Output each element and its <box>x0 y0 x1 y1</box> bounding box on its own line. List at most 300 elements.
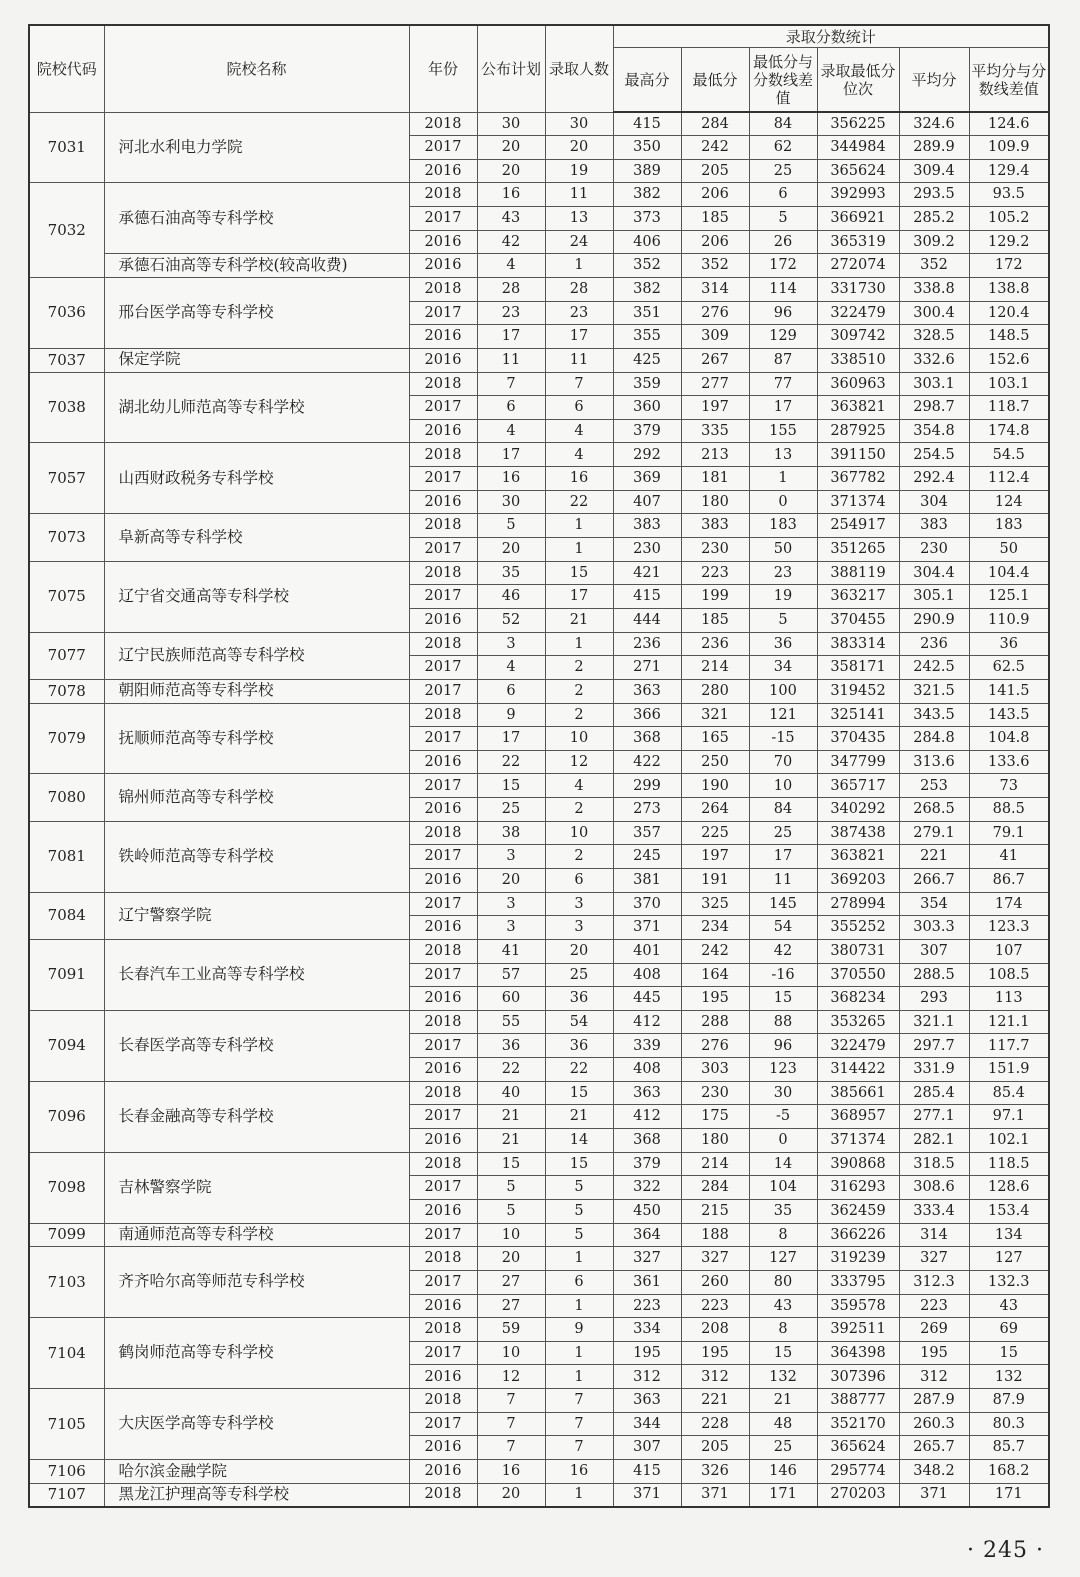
cell-avg-diff: 43 <box>969 1294 1049 1318</box>
cell-min-rank: 353265 <box>817 1010 899 1034</box>
cell-admitted: 1 <box>545 1483 613 1507</box>
cell-max-score: 359 <box>613 372 681 396</box>
table-row <box>29 774 1049 798</box>
cell-avg-score: 236 <box>899 632 969 656</box>
cell-plan: 57 <box>477 963 545 987</box>
cell-year: 2017 <box>409 679 477 703</box>
cell-plan: 4 <box>477 419 545 443</box>
cell-min-score: 228 <box>681 1412 749 1436</box>
cell-year: 2018 <box>409 1010 477 1034</box>
cell-admitted: 2 <box>545 656 613 680</box>
cell-avg-score: 293 <box>899 987 969 1011</box>
school-code: 7057 <box>29 443 104 514</box>
cell-min-diff: 17 <box>749 845 817 869</box>
cell-min-diff: 96 <box>749 1034 817 1058</box>
cell-min-diff: 62 <box>749 136 817 160</box>
cell-avg-diff: 174.8 <box>969 419 1049 443</box>
header-name: 院校名称 <box>104 25 409 112</box>
cell-avg-diff: 143.5 <box>969 703 1049 727</box>
cell-year: 2017 <box>409 538 477 562</box>
cell-min-score: 195 <box>681 987 749 1011</box>
cell-min-rank: 371374 <box>817 490 899 514</box>
cell-avg-score: 260.3 <box>899 1412 969 1436</box>
cell-min-rank: 319452 <box>817 679 899 703</box>
cell-max-score: 379 <box>613 1152 681 1176</box>
cell-year: 2017 <box>409 585 477 609</box>
cell-min-rank: 359578 <box>817 1294 899 1318</box>
school-code: 7038 <box>29 372 104 443</box>
cell-min-diff: 114 <box>749 277 817 301</box>
cell-min-diff: 8 <box>749 1223 817 1247</box>
cell-avg-score: 309.4 <box>899 159 969 183</box>
cell-max-score: 382 <box>613 277 681 301</box>
cell-min-rank: 309742 <box>817 325 899 349</box>
cell-max-score: 450 <box>613 1199 681 1223</box>
cell-avg-diff: 133.6 <box>969 750 1049 774</box>
cell-min-rank: 366921 <box>817 207 899 231</box>
school-name: 大庆医学高等专科学校 <box>104 1389 409 1460</box>
cell-admitted: 25 <box>545 963 613 987</box>
cell-avg-diff: 69 <box>969 1318 1049 1342</box>
cell-avg-score: 321.5 <box>899 679 969 703</box>
table-row <box>29 514 1049 538</box>
cell-min-score: 242 <box>681 136 749 160</box>
cell-min-diff: 183 <box>749 514 817 538</box>
cell-max-score: 357 <box>613 821 681 845</box>
cell-min-diff: 23 <box>749 561 817 585</box>
cell-year: 2016 <box>409 325 477 349</box>
cell-max-score: 368 <box>613 727 681 751</box>
cell-plan: 4 <box>477 254 545 278</box>
school-code: 7073 <box>29 514 104 561</box>
cell-year: 2018 <box>409 112 477 136</box>
cell-avg-score: 354.8 <box>899 419 969 443</box>
cell-min-rank: 370550 <box>817 963 899 987</box>
cell-min-score: 223 <box>681 561 749 585</box>
cell-avg-diff: 103.1 <box>969 372 1049 396</box>
header-max-score: 最高分 <box>613 48 681 113</box>
cell-min-diff: 172 <box>749 254 817 278</box>
cell-min-score: 165 <box>681 727 749 751</box>
cell-avg-score: 288.5 <box>899 963 969 987</box>
cell-avg-diff: 36 <box>969 632 1049 656</box>
cell-avg-diff: 123.3 <box>969 916 1049 940</box>
school-code: 7096 <box>29 1081 104 1152</box>
table-row <box>29 372 1049 396</box>
cell-plan: 3 <box>477 916 545 940</box>
cell-plan: 20 <box>477 136 545 160</box>
cell-avg-diff: 127 <box>969 1247 1049 1271</box>
table-row <box>29 632 1049 656</box>
cell-max-score: 245 <box>613 845 681 869</box>
table-body <box>29 112 1049 1507</box>
table-row <box>29 1247 1049 1271</box>
cell-max-score: 444 <box>613 608 681 632</box>
cell-plan: 20 <box>477 159 545 183</box>
cell-min-diff: 42 <box>749 939 817 963</box>
school-name: 山西财政税务专科学校 <box>104 443 409 514</box>
cell-min-score: 175 <box>681 1105 749 1129</box>
cell-max-score: 322 <box>613 1176 681 1200</box>
school-code: 7075 <box>29 561 104 632</box>
cell-avg-score: 298.7 <box>899 396 969 420</box>
cell-max-score: 230 <box>613 538 681 562</box>
cell-year: 2017 <box>409 892 477 916</box>
cell-admitted: 15 <box>545 1081 613 1105</box>
cell-min-diff: 8 <box>749 1318 817 1342</box>
cell-plan: 22 <box>477 1058 545 1082</box>
cell-admitted: 2 <box>545 845 613 869</box>
cell-max-score: 407 <box>613 490 681 514</box>
cell-min-rank: 322479 <box>817 301 899 325</box>
cell-plan: 7 <box>477 1389 545 1413</box>
cell-min-rank: 390868 <box>817 1152 899 1176</box>
table-row <box>29 1081 1049 1105</box>
cell-year: 2018 <box>409 1389 477 1413</box>
cell-min-score: 234 <box>681 916 749 940</box>
school-name: 铁岭师范高等专科学校 <box>104 821 409 892</box>
cell-plan: 10 <box>477 1223 545 1247</box>
cell-max-score: 408 <box>613 963 681 987</box>
cell-year: 2017 <box>409 1270 477 1294</box>
cell-min-rank: 270203 <box>817 1483 899 1507</box>
cell-max-score: 422 <box>613 750 681 774</box>
cell-plan: 9 <box>477 703 545 727</box>
cell-min-diff: 1 <box>749 467 817 491</box>
cell-min-rank: 272074 <box>817 254 899 278</box>
cell-year: 2018 <box>409 821 477 845</box>
cell-year: 2017 <box>409 136 477 160</box>
table-row <box>29 703 1049 727</box>
cell-avg-score: 289.9 <box>899 136 969 160</box>
school-name: 长春金融高等专科学校 <box>104 1081 409 1152</box>
cell-year: 2017 <box>409 1034 477 1058</box>
cell-min-diff: 121 <box>749 703 817 727</box>
table-row <box>29 112 1049 136</box>
cell-year: 2017 <box>409 1176 477 1200</box>
cell-admitted: 11 <box>545 348 613 372</box>
cell-max-score: 307 <box>613 1436 681 1460</box>
cell-min-diff: 5 <box>749 207 817 231</box>
cell-plan: 28 <box>477 277 545 301</box>
cell-avg-score: 327 <box>899 1247 969 1271</box>
cell-plan: 7 <box>477 372 545 396</box>
cell-year: 2017 <box>409 396 477 420</box>
cell-min-rank: 340292 <box>817 798 899 822</box>
school-code: 7077 <box>29 632 104 679</box>
school-name: 抚顺师范高等专科学校 <box>104 703 409 774</box>
cell-year: 2018 <box>409 561 477 585</box>
cell-min-diff: 34 <box>749 656 817 680</box>
cell-avg-score: 333.4 <box>899 1199 969 1223</box>
cell-plan: 42 <box>477 230 545 254</box>
cell-max-score: 371 <box>613 916 681 940</box>
cell-min-diff: 54 <box>749 916 817 940</box>
cell-avg-diff: 129.2 <box>969 230 1049 254</box>
cell-plan: 17 <box>477 727 545 751</box>
cell-avg-score: 383 <box>899 514 969 538</box>
cell-min-score: 223 <box>681 1294 749 1318</box>
cell-plan: 46 <box>477 585 545 609</box>
cell-admitted: 12 <box>545 750 613 774</box>
cell-admitted: 6 <box>545 396 613 420</box>
cell-min-diff: 17 <box>749 396 817 420</box>
cell-avg-score: 314 <box>899 1223 969 1247</box>
cell-year: 2018 <box>409 703 477 727</box>
cell-year: 2016 <box>409 1199 477 1223</box>
cell-avg-diff: 121.1 <box>969 1010 1049 1034</box>
page-number: · 245 · <box>967 1538 1044 1563</box>
cell-min-rank: 362459 <box>817 1199 899 1223</box>
cell-year: 2018 <box>409 443 477 467</box>
cell-admitted: 10 <box>545 727 613 751</box>
cell-min-rank: 368957 <box>817 1105 899 1129</box>
cell-min-rank: 388777 <box>817 1389 899 1413</box>
cell-avg-diff: 15 <box>969 1341 1049 1365</box>
cell-min-diff: 6 <box>749 183 817 207</box>
cell-admitted: 20 <box>545 939 613 963</box>
cell-min-rank: 385661 <box>817 1081 899 1105</box>
cell-admitted: 1 <box>545 1247 613 1271</box>
cell-max-score: 273 <box>613 798 681 822</box>
cell-max-score: 364 <box>613 1223 681 1247</box>
cell-max-score: 271 <box>613 656 681 680</box>
cell-min-score: 352 <box>681 254 749 278</box>
cell-avg-diff: 80.3 <box>969 1412 1049 1436</box>
cell-year: 2016 <box>409 159 477 183</box>
cell-avg-diff: 124 <box>969 490 1049 514</box>
cell-admitted: 7 <box>545 372 613 396</box>
table-row <box>29 679 1049 703</box>
cell-avg-score: 324.6 <box>899 112 969 136</box>
cell-admitted: 24 <box>545 230 613 254</box>
cell-avg-diff: 152.6 <box>969 348 1049 372</box>
school-code: 7091 <box>29 939 104 1010</box>
cell-min-diff: 155 <box>749 419 817 443</box>
cell-avg-diff: 132.3 <box>969 1270 1049 1294</box>
table-row <box>29 1223 1049 1247</box>
cell-plan: 23 <box>477 301 545 325</box>
cell-admitted: 15 <box>545 561 613 585</box>
cell-year: 2018 <box>409 1152 477 1176</box>
cell-min-diff: 80 <box>749 1270 817 1294</box>
cell-admitted: 1 <box>545 514 613 538</box>
cell-plan: 11 <box>477 348 545 372</box>
cell-admitted: 21 <box>545 1105 613 1129</box>
cell-plan: 36 <box>477 1034 545 1058</box>
cell-avg-score: 282.1 <box>899 1129 969 1153</box>
header-plan: 公布计划 <box>477 25 545 112</box>
cell-min-rank: 307396 <box>817 1365 899 1389</box>
cell-min-score: 205 <box>681 1436 749 1460</box>
cell-admitted: 21 <box>545 608 613 632</box>
cell-avg-score: 242.5 <box>899 656 969 680</box>
cell-avg-score: 266.7 <box>899 869 969 893</box>
cell-min-score: 383 <box>681 514 749 538</box>
cell-max-score: 379 <box>613 419 681 443</box>
cell-admitted: 54 <box>545 1010 613 1034</box>
school-name: 承德石油高等专科学校 <box>104 183 409 254</box>
cell-avg-diff: 41 <box>969 845 1049 869</box>
cell-avg-score: 343.5 <box>899 703 969 727</box>
school-name: 承德石油高等专科学校(较高收费) <box>104 254 409 278</box>
cell-min-diff: 129 <box>749 325 817 349</box>
cell-min-score: 264 <box>681 798 749 822</box>
cell-max-score: 223 <box>613 1294 681 1318</box>
cell-admitted: 1 <box>545 1365 613 1389</box>
cell-min-rank: 370435 <box>817 727 899 751</box>
school-code: 7106 <box>29 1460 104 1484</box>
cell-max-score: 360 <box>613 396 681 420</box>
cell-avg-diff: 93.5 <box>969 183 1049 207</box>
cell-max-score: 366 <box>613 703 681 727</box>
cell-admitted: 3 <box>545 916 613 940</box>
table-header <box>29 25 1049 112</box>
cell-min-diff: 0 <box>749 490 817 514</box>
cell-min-diff: 10 <box>749 774 817 798</box>
school-name: 邢台医学高等专科学校 <box>104 277 409 348</box>
cell-avg-diff: 50 <box>969 538 1049 562</box>
school-code: 7079 <box>29 703 104 774</box>
cell-min-score: 267 <box>681 348 749 372</box>
cell-min-rank: 383314 <box>817 632 899 656</box>
cell-min-diff: 43 <box>749 1294 817 1318</box>
table-row <box>29 277 1049 301</box>
cell-avg-score: 352 <box>899 254 969 278</box>
cell-max-score: 425 <box>613 348 681 372</box>
cell-admitted: 16 <box>545 1460 613 1484</box>
cell-max-score: 415 <box>613 112 681 136</box>
cell-min-rank: 388119 <box>817 561 899 585</box>
cell-min-diff: 132 <box>749 1365 817 1389</box>
cell-year: 2016 <box>409 490 477 514</box>
school-code: 7105 <box>29 1389 104 1460</box>
school-name: 锦州师范高等专科学校 <box>104 774 409 821</box>
cell-admitted: 7 <box>545 1389 613 1413</box>
cell-year: 2016 <box>409 1129 477 1153</box>
cell-avg-diff: 117.7 <box>969 1034 1049 1058</box>
cell-avg-diff: 183 <box>969 514 1049 538</box>
cell-year: 2016 <box>409 1460 477 1484</box>
cell-admitted: 36 <box>545 1034 613 1058</box>
cell-admitted: 1 <box>545 538 613 562</box>
cell-max-score: 406 <box>613 230 681 254</box>
cell-min-score: 284 <box>681 112 749 136</box>
cell-min-score: 314 <box>681 277 749 301</box>
school-code: 7081 <box>29 821 104 892</box>
cell-min-score: 325 <box>681 892 749 916</box>
cell-admitted: 3 <box>545 892 613 916</box>
cell-year: 2017 <box>409 1105 477 1129</box>
cell-min-rank: 322479 <box>817 1034 899 1058</box>
cell-avg-score: 328.5 <box>899 325 969 349</box>
cell-year: 2016 <box>409 869 477 893</box>
admission-score-table <box>28 24 1050 1508</box>
cell-min-rank: 392993 <box>817 183 899 207</box>
cell-year: 2016 <box>409 1058 477 1082</box>
cell-year: 2018 <box>409 277 477 301</box>
cell-admitted: 28 <box>545 277 613 301</box>
cell-admitted: 23 <box>545 301 613 325</box>
cell-avg-diff: 113 <box>969 987 1049 1011</box>
cell-year: 2018 <box>409 939 477 963</box>
cell-min-score: 208 <box>681 1318 749 1342</box>
cell-year: 2017 <box>409 774 477 798</box>
cell-min-diff: 19 <box>749 585 817 609</box>
cell-max-score: 371 <box>613 1483 681 1507</box>
cell-admitted: 1 <box>545 254 613 278</box>
cell-max-score: 369 <box>613 467 681 491</box>
cell-min-rank: 366226 <box>817 1223 899 1247</box>
cell-avg-score: 284.8 <box>899 727 969 751</box>
cell-min-diff: 30 <box>749 1081 817 1105</box>
table-row <box>29 1010 1049 1034</box>
cell-min-rank: 356225 <box>817 112 899 136</box>
cell-min-rank: 392511 <box>817 1318 899 1342</box>
cell-year: 2017 <box>409 467 477 491</box>
cell-min-score: 206 <box>681 183 749 207</box>
cell-min-score: 180 <box>681 1129 749 1153</box>
cell-max-score: 363 <box>613 1081 681 1105</box>
cell-min-score: 326 <box>681 1460 749 1484</box>
cell-min-rank: 254917 <box>817 514 899 538</box>
cell-plan: 52 <box>477 608 545 632</box>
school-code: 7031 <box>29 112 104 183</box>
cell-plan: 15 <box>477 1152 545 1176</box>
school-name: 哈尔滨金融学院 <box>104 1460 409 1484</box>
cell-year: 2016 <box>409 916 477 940</box>
cell-avg-score: 354 <box>899 892 969 916</box>
cell-year: 2016 <box>409 419 477 443</box>
school-code: 7036 <box>29 277 104 348</box>
cell-min-score: 260 <box>681 1270 749 1294</box>
cell-min-rank: 387438 <box>817 821 899 845</box>
cell-plan: 6 <box>477 679 545 703</box>
table-row <box>29 939 1049 963</box>
school-name: 湖北幼儿师范高等专科学校 <box>104 372 409 443</box>
cell-min-score: 288 <box>681 1010 749 1034</box>
cell-admitted: 14 <box>545 1129 613 1153</box>
cell-avg-score: 331.9 <box>899 1058 969 1082</box>
cell-avg-diff: 151.9 <box>969 1058 1049 1082</box>
cell-year: 2018 <box>409 372 477 396</box>
cell-year: 2016 <box>409 798 477 822</box>
cell-min-score: 214 <box>681 1152 749 1176</box>
cell-plan: 41 <box>477 939 545 963</box>
cell-min-score: 230 <box>681 1081 749 1105</box>
cell-avg-score: 338.8 <box>899 277 969 301</box>
cell-admitted: 5 <box>545 1176 613 1200</box>
cell-avg-diff: 125.1 <box>969 585 1049 609</box>
cell-plan: 5 <box>477 1199 545 1223</box>
cell-max-score: 361 <box>613 1270 681 1294</box>
cell-min-score: 197 <box>681 845 749 869</box>
cell-max-score: 373 <box>613 207 681 231</box>
cell-min-score: 280 <box>681 679 749 703</box>
cell-avg-score: 312 <box>899 1365 969 1389</box>
cell-year: 2016 <box>409 1294 477 1318</box>
cell-avg-score: 253 <box>899 774 969 798</box>
cell-avg-diff: 107 <box>969 939 1049 963</box>
cell-avg-diff: 171 <box>969 1483 1049 1507</box>
cell-avg-diff: 141.5 <box>969 679 1049 703</box>
cell-avg-diff: 108.5 <box>969 963 1049 987</box>
cell-min-diff: 26 <box>749 230 817 254</box>
cell-avg-score: 277.1 <box>899 1105 969 1129</box>
cell-admitted: 17 <box>545 325 613 349</box>
cell-admitted: 22 <box>545 1058 613 1082</box>
cell-min-diff: 11 <box>749 869 817 893</box>
